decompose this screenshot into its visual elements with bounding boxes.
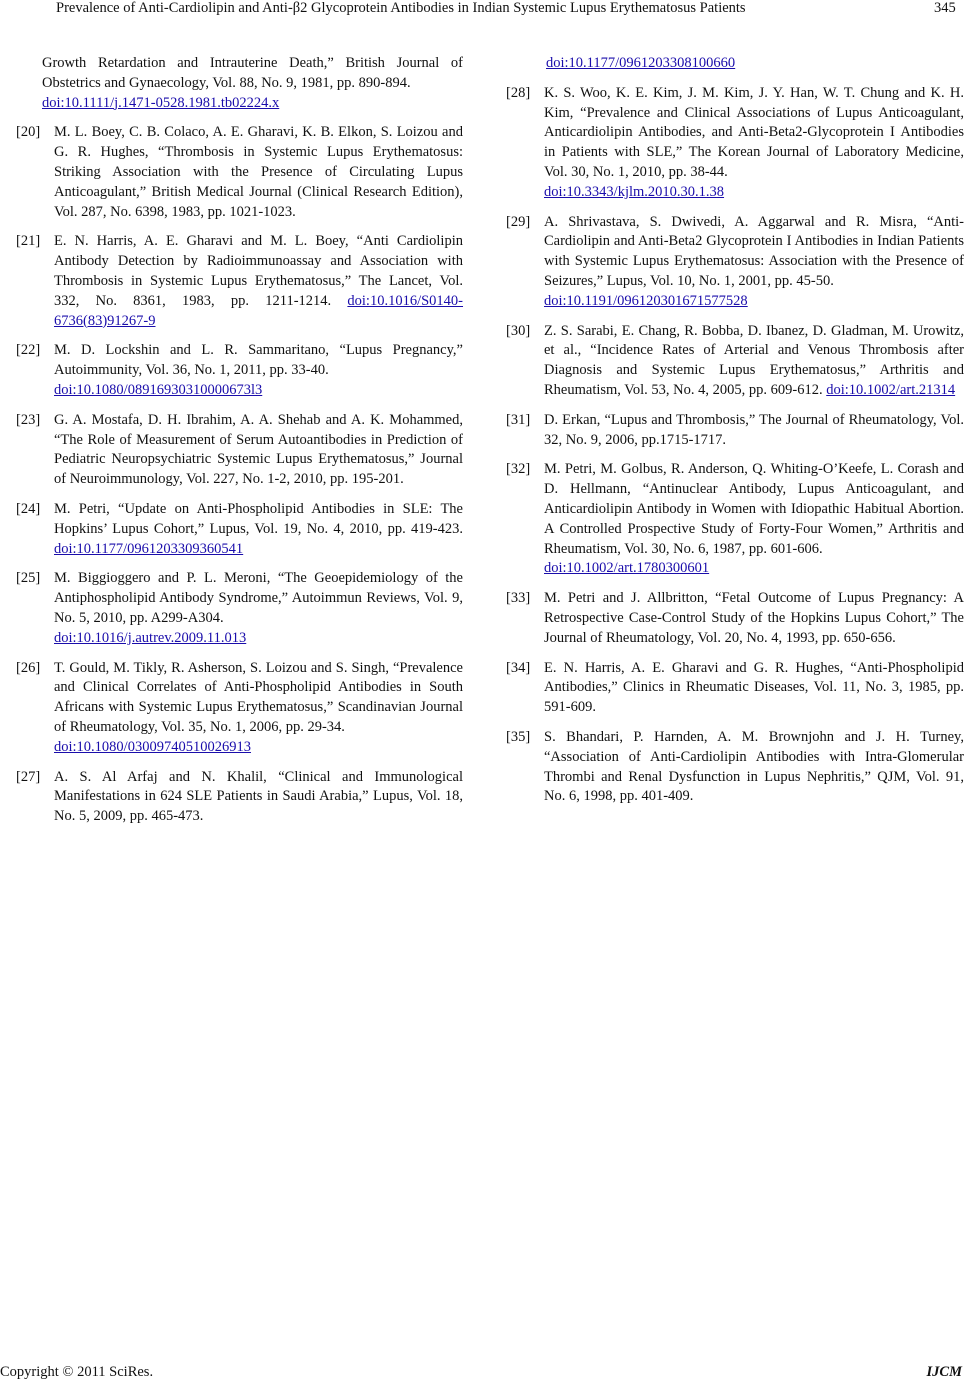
reference-continuation	[16, 54, 463, 113]
reference-number: [34]	[506, 659, 531, 676]
page-number: 345	[934, 0, 956, 16]
reference-number: [21]	[16, 233, 41, 250]
reference-21	[16, 232, 463, 331]
reference-33	[506, 589, 964, 648]
running-header	[0, 0, 968, 22]
reference-32	[506, 460, 964, 579]
reference-number: [32]	[506, 461, 531, 478]
reference-34	[506, 659, 964, 718]
reference-number: [30]	[506, 322, 531, 339]
reference-35	[506, 728, 964, 807]
reference-number: [20]	[16, 124, 41, 141]
reference-text: A. Shrivastava, S. Dwivedi, A. Aggarwal and R. Misra, “Anti-Cardiolipin and Anti-Beta2 Glycoprotein I Antibodies in Indian Patients with Systemic Lupus Erythematosus: Association with the Presence of Seizures,” Lupus, Vol. 10, No. 1, 2001, pp. 45-50.	[544, 213, 964, 289]
reference-text: M. L. Boey, C. B. Colaco, A. E. Gharavi, K. B. Elkon, S. Loizou and G. R. Hughes, “Thrombosis in Systemic Lupus Erythematosus: Striking Association with the Presence of Circulating Lupus Anticoagulant,” British Medical Journal (Clinical Research Edition), Vol. 287, No. 6398, 1983, pp. 1021-1023.	[54, 124, 463, 220]
reference-25	[16, 569, 463, 648]
doi-link[interactable]: doi:10.1080/03009740510026913	[54, 738, 251, 755]
reference-number: [25]	[16, 570, 41, 587]
reference-number: [35]	[506, 728, 531, 745]
reference-text: S. Bhandari, P. Harnden, A. M. Brownjohn and J. H. Turney, “Association of Anti-Cardiolipin Antibodies with Intra-Glomerular Thrombi and Renal Dysfunction in Lupus Nephritis,” QJM, Vol. 91, No. 6, 1998, pp. 401-409.	[544, 728, 964, 805]
reference-20	[16, 123, 463, 222]
doi-link[interactable]: doi:10.1177/0961203308100660	[546, 55, 736, 71]
reference-text: M. Biggioggero and P. L. Meroni, “The Geoepidemiology of the Antiphospholipid Antibody Syndrome,” Autoimmun Reviews, Vol. 9, No. 5, 2010, pp. A299-A304.	[54, 570, 463, 626]
reference-number: [26]	[16, 659, 41, 676]
reference-text: D. Erkan, “Lupus and Thrombosis,” The Journal of Rheumatology, Vol. 32, No. 9, 2006, pp.1715-1717.	[544, 411, 964, 448]
reference-number: [29]	[506, 213, 531, 230]
reference-number: [33]	[506, 590, 531, 607]
reference-text: M. Petri, M. Golbus, R. Anderson, Q. Whiting-O’Keefe, L. Corash and D. Hellmann, “Antinuclear Antibody, Lupus Anticoagulant, and Anticardiolipin Antibody in Women with Idiopathic Habitual Abortion. A Controlled Prospective Study of Forty-Four Women,” Arthritis and Rheumatism, Vol. 30, No. 6, 1987, pp. 601-606.	[544, 461, 964, 557]
doi-link[interactable]: doi:10.1016/S0140-6736(83)91267-9	[54, 292, 464, 329]
doi-link[interactable]: doi:10.3343/kjlm.2010.30.1.38	[544, 183, 725, 200]
reference-text: M. Petri, “Update on Anti-Phospholipid Antibodies in SLE: The Hopkins’ Lupus Cohort,” Lupus, Vol. 19, No. 4, 2010, pp. 419-423.	[54, 500, 463, 537]
reference-22	[16, 341, 463, 400]
doi-link[interactable]: doi:10.1002/art.1780300601	[544, 560, 710, 577]
reference-continuation	[506, 54, 964, 74]
left-column	[16, 54, 463, 837]
reference-27	[16, 768, 463, 827]
reference-text: E. N. Harris, A. E. Gharavi and G. R. Hughes, “Anti-Phospholipid Antibodies,” Clinics in Rheumatic Diseases, Vol. 11, No. 3, 1985, pp. 591-609.	[544, 659, 964, 716]
doi-link[interactable]: doi:10.1016/j.autrev.2009.11.013	[54, 629, 247, 646]
doi-link[interactable]: doi:10.1191/096120301671577528	[544, 292, 748, 309]
reference-number: [23]	[16, 411, 41, 428]
doi-link[interactable]: doi:10.1080/08916930310000673l3	[54, 381, 263, 398]
reference-28	[506, 84, 964, 203]
reference-number: [24]	[16, 500, 41, 517]
reference-text: Z. S. Sarabi, E. Chang, R. Bobba, D. Ibanez, D. Gladman, M. Urowitz, et al., “Incidence Rates of Arterial and Venous Thrombosis after Diagnosis and Systemic Lupus Erythematosus,” Arthritis and Rheumatism, Vol. 53, No. 4, 2005, pp. 609-612.	[544, 322, 964, 398]
reference-text: M. D. Lockshin and L. R. Sammaritano, “Lupus Pregnancy,” Autoimmunity, Vol. 36, No. 1, 2011, pp. 33-40.	[54, 342, 463, 379]
reference-31	[506, 411, 964, 451]
doi-link[interactable]: doi:10.1177/0961203309360541	[54, 540, 244, 557]
reference-number: [28]	[506, 84, 531, 101]
doi-link[interactable]: doi:10.1111/j.1471-0528.1981.tb02224.x	[42, 94, 280, 111]
reference-text: T. Gould, M. Tikly, R. Asherson, S. Loizou and S. Singh, “Prevalence and Clinical Correlates of Anti-Phospholipid Antibodies in South Africans with Systemic Lupus Erythematosus,” Scandinavian Journal of Rheumatology, Vol. 35, No. 1, 2006, pp. 29-34.	[54, 659, 463, 735]
reference-number: [22]	[16, 342, 41, 359]
reference-text: A. S. Al Arfaj and N. Khalil, “Clinical and Immunological Manifestations in 624 SLE Patients in Saudi Arabia,” Lupus, Vol. 18, No. 5, 2009, pp. 465-473.	[54, 768, 463, 825]
reference-text: K. S. Woo, K. E. Kim, J. M. Kim, J. Y. Han, W. T. Chung and K. H. Kim, “Prevalence and Clinical Associations of Lupus Anticoagulant, Anticardiolipin Antibodies, and Anti-Beta2-Glycoprotein I Antibodies in Patients with SLE,” The Korean Journal of Laboratory Medicine, Vol. 30, No. 1, 2010, pp. 38-44.	[544, 84, 964, 180]
doi-link[interactable]: doi:10.1002/art.21314	[826, 381, 956, 398]
running-title: Prevalence of Anti-Cardiolipin and Anti-β2 Glycoprotein Antibodies in Indian Systemic Lupus Erythematosus Patients	[56, 0, 746, 16]
right-column	[506, 54, 964, 817]
reference-number: [27]	[16, 768, 41, 785]
reference-text: E. N. Harris, A. E. Gharavi and M. L. Boey, “Anti Cardiolipin Antibody Detection by Radioimmunoassay and Association with Thrombosis in Systemic Lupus Erythematosus,” The Lancet, Vol. 332, No. 8361, 1983, pp. 1211-1214.	[54, 233, 463, 309]
reference-text: M. Petri and J. Allbritton, “Fetal Outcome of Lupus Pregnancy: A Retrospective Case-Control Study of the Hopkins Lupus Cohort,” The Journal of Rheumatology, Vol. 20, No. 4, 1993, pp. 650-656.	[544, 590, 964, 646]
reference-30	[506, 322, 964, 401]
reference-24	[16, 500, 463, 559]
copyright-notice: Copyright © 2011 SciRes.	[0, 1364, 154, 1380]
journal-abbreviation: IJCM	[926, 1364, 962, 1380]
reference-number: [31]	[506, 411, 531, 428]
reference-29	[506, 213, 964, 312]
reference-23	[16, 411, 463, 490]
reference-text: G. A. Mostafa, D. H. Ibrahim, A. A. Shehab and A. K. Mohammed, “The Role of Measurement of Serum Autoantibodies in Prediction of Pediatric Neuropsychiatric Systemic Lupus Erythematosus,” Journal of Neuroimmunology, Vol. 227, No. 1-2, 2010, pp. 195-201.	[54, 411, 463, 488]
reference-26	[16, 659, 463, 758]
reference-text: Growth Retardation and Intrauterine Death,” British Journal of Obstetrics and Gynaecology, Vol. 88, No. 9, 1981, pp. 890-894.	[42, 55, 463, 91]
